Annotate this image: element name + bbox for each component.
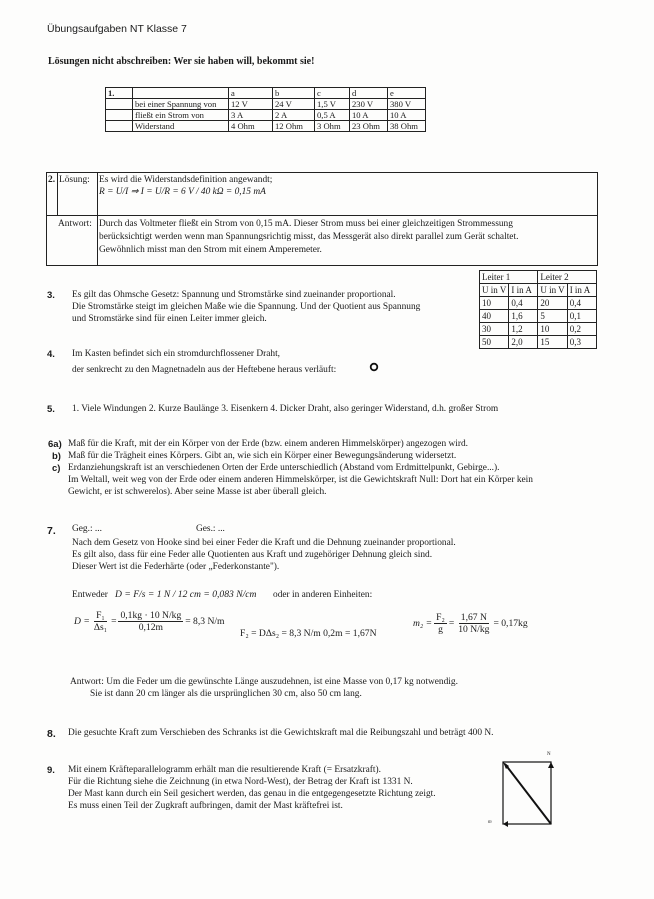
table-row xyxy=(480,323,597,336)
col-header-c: c xyxy=(315,88,350,99)
task7-geg: Geg.: ... xyxy=(72,524,102,534)
cell: 230 V xyxy=(350,99,388,110)
task8-number: 8. xyxy=(47,728,56,740)
cell: 10 xyxy=(538,323,567,336)
task4-number: 4. xyxy=(47,349,55,360)
task1-number: 1. xyxy=(106,88,133,99)
cell: 0,3 xyxy=(567,336,596,349)
cell: 10 A xyxy=(350,110,388,121)
cell: 2 A xyxy=(273,110,315,121)
diagram-label-n: N xyxy=(547,752,551,757)
cell: 0,5 A xyxy=(315,110,350,121)
table-row xyxy=(106,110,426,121)
row-label: bei einer Spannung von xyxy=(133,99,229,110)
cell: 2,0 xyxy=(509,336,538,349)
resultant-arrow xyxy=(505,764,551,824)
cell: 1,2 xyxy=(509,323,538,336)
task5-number: 5. xyxy=(47,404,55,415)
cell: 0,4 xyxy=(509,297,538,310)
task1-table xyxy=(105,87,426,132)
task6c-text: Erdanziehungskraft ist an verschiedenen Orten der Erde unterschiedlich (Abstand vom Erdmittelpunkt, Gebirge...). xyxy=(68,463,500,473)
cell: 0,2 xyxy=(567,323,596,336)
col-header: U in V xyxy=(538,284,567,297)
cell: 0,4 xyxy=(567,297,596,310)
notice: Lösungen nicht abschreiben: Wer sie haben will, bekommt sie! xyxy=(48,56,315,67)
task3-line: Die Stromstärke steigt im gleichen Maße wie die Spannung. Und der Quotient aus Spannung xyxy=(72,302,421,312)
formula-m2: m₂ = $\frac{\text{F₂}}{g}$ = $\frac{1,67 N}{10 N/kg}$ = 0,17kg xyxy=(413,612,528,635)
group-header: Leiter 1 xyxy=(480,271,538,284)
cell: 10 A xyxy=(388,110,426,121)
row-label: Widerstand xyxy=(133,121,229,132)
col-header-a: a xyxy=(229,88,273,99)
cell: 1,5 V xyxy=(315,99,350,110)
formula-f2: F₂ = DΔs₂ = 8,3 N/m 0,2m = 1,67N xyxy=(240,628,377,639)
task6b-text: Maß für die Trägheit eines Körpers. Gibt an, wie sich ein Körper einer Bewegungsänderung widersetzt. xyxy=(68,451,457,461)
cell: 23 Ohm xyxy=(350,121,388,132)
task7-line: Nach dem Gesetz von Hooke sind bei einer Feder die Kraft und die Dehnung zueinander proportional. xyxy=(72,538,456,548)
task9-line: Es muss einen Teil der Zugkraft aufbringen, damit der Mast kräftefrei ist. xyxy=(68,801,343,811)
task6c-label: c) xyxy=(52,463,61,474)
cell: 24 V xyxy=(273,99,315,110)
cell: 12 V xyxy=(229,99,273,110)
cell: 10 xyxy=(480,297,509,310)
task7-line: Es gilt also, dass für eine Feder alle Quotienten aus Kraft und zugehöriger Dehnung gleich sind. xyxy=(72,550,433,560)
table-row xyxy=(106,99,426,110)
cell: 38 Ohm xyxy=(388,121,426,132)
task4-line: Im Kasten befindet sich ein stromdurchflossener Draht, xyxy=(72,349,281,359)
cell: 3 Ohm xyxy=(315,121,350,132)
row-label: fließt ein Strom von xyxy=(133,110,229,121)
cell: 12 Ohm xyxy=(273,121,315,132)
document-title: Übungsaufgaben NT Klasse 7 xyxy=(47,23,187,35)
table-row xyxy=(106,121,426,132)
diagram-label-m: m xyxy=(488,820,492,825)
loesung-line: Es wird die Widerstandsdefinition angewandt; xyxy=(99,175,273,185)
col-header: I in A xyxy=(509,284,538,297)
task7-line: Dieser Wert ist die Federhärte (oder „Federkonstante"). xyxy=(72,562,280,572)
task9-number: 9. xyxy=(47,765,55,776)
task6c-text2: Im Weltall, weit weg von der Erde oder einem anderen Himmelskörper, ist die Gewichtskraft Null: Dort hat ein Körper kein xyxy=(68,475,533,485)
formula-d: D = $\frac{\text{F₁}}{\text{Δs₁}}$ = $\frac{0,1kg \cdot 10 N/kg}{0,12m}$ = 8,3 N/m xyxy=(74,610,225,633)
loesung-formula: R = U/I ⇒ I = U/R = 6 V / 40 kΩ = 0,15 mA xyxy=(99,187,266,197)
cell: 30 xyxy=(480,323,509,336)
group-header: Leiter 2 xyxy=(538,271,596,284)
cell: 5 xyxy=(538,310,567,323)
task3-table xyxy=(479,270,597,349)
task7-antwort: Antwort: Um die Feder um die gewünschte Länge auszudehnen, ist eine Masse von 0,17 kg notwendig. xyxy=(70,677,458,687)
cell: 50 xyxy=(480,336,509,349)
antwort-line: Gewöhnlich misst man den Strom mit einem Amperemeter. xyxy=(99,245,322,255)
col-header: I in A xyxy=(567,284,596,297)
entweder-formula: D = F/s = 1 N / 12 cm = 0,083 N/cm xyxy=(115,589,257,600)
loesung-label: Lösung: xyxy=(59,175,90,185)
task5-text: 1. Viele Windungen 2. Kurze Baulänge 3. Eisenkern 4. Dicker Draht, also geringer Widerstand, d.h. großer Strom xyxy=(72,404,499,414)
cell: 4 Ohm xyxy=(229,121,273,132)
table-row xyxy=(480,297,597,310)
task3-line: und Stromstärke sind für einen Leiter immer gleich. xyxy=(72,314,267,324)
task6a-text: Maß für die Kraft, mit der ein Körper von der Erde (bzw. einem anderen Himmelskörper) angezogen wird. xyxy=(68,439,469,449)
oder-label: oder in anderen Einheiten: xyxy=(273,590,373,600)
col-header-d: d xyxy=(350,88,388,99)
cell: 3 A xyxy=(229,110,273,121)
task9-line: Der Mast kann durch ein Seil gesichert werden, das genau in die entgegengesetzte Richtung zeigt. xyxy=(68,789,436,799)
task6a-label: 6a) xyxy=(48,439,62,450)
cell: 20 xyxy=(538,297,567,310)
cell: 15 xyxy=(538,336,567,349)
task7-number: 7. xyxy=(47,525,56,537)
arrow-head-icon xyxy=(503,821,508,827)
task9-line: Für die Richtung siehe die Zeichnung (in etwa Nord-West), der Betrag der Kraft ist 1331 N. xyxy=(68,777,413,787)
task8-text: Die gesuchte Kraft zum Verschieben des Schranks ist die Gewichtskraft mal die Reibungszahl und beträgt 400 N. xyxy=(68,728,494,738)
task4-line: der senkrecht zu den Magnetnadeln aus der Heftebene heraus verläuft: xyxy=(72,365,337,375)
col-header-b: b xyxy=(273,88,315,99)
col-header: U in V xyxy=(480,284,509,297)
arrow-head-icon xyxy=(548,762,554,768)
antwort-line: Durch das Voltmeter fließt ein Strom von 0,15 mA. Dieser Strom muss bei einer gleichzeitigen Strommessung xyxy=(99,219,513,229)
task7-antwort2: Sie ist dann 20 cm länger als die ursprünglichen 30 cm, also 50 cm lang. xyxy=(90,689,362,699)
task6b-label: b) xyxy=(52,451,61,462)
task2-number: 2. xyxy=(48,175,56,185)
cell: 0,1 xyxy=(567,310,596,323)
col-header-e: e xyxy=(388,88,426,99)
cell: 1,6 xyxy=(509,310,538,323)
antwort-label: Antwort: xyxy=(58,219,92,229)
entweder-label: Entweder xyxy=(72,590,108,600)
wire-symbol-icon xyxy=(369,362,379,372)
antwort-line: berücksichtigt werden wenn man Spannungsrichtig misst, das Messgerät also direkt parallel zum Gerät schaltet. xyxy=(99,232,519,242)
table-row xyxy=(480,336,597,349)
cell: 40 xyxy=(480,310,509,323)
table-row xyxy=(480,310,597,323)
force-parallelogram-diagram xyxy=(495,752,563,830)
task3-line: Es gilt das Ohmsche Gesetz: Spannung und Stromstärke sind zueinander proportional. xyxy=(72,290,396,300)
task6c-text3: Gewicht, er ist schwerelos). Aber seine Masse ist aber überall gleich. xyxy=(68,487,327,497)
task7-ges: Ges.: ... xyxy=(196,524,225,534)
task2-box xyxy=(46,172,598,266)
task3-number: 3. xyxy=(47,290,55,301)
cell: 380 V xyxy=(388,99,426,110)
task9-line: Mit einem Kräfteparallelogramm erhält man die resultierende Kraft (= Ersatzkraft). xyxy=(68,765,381,775)
